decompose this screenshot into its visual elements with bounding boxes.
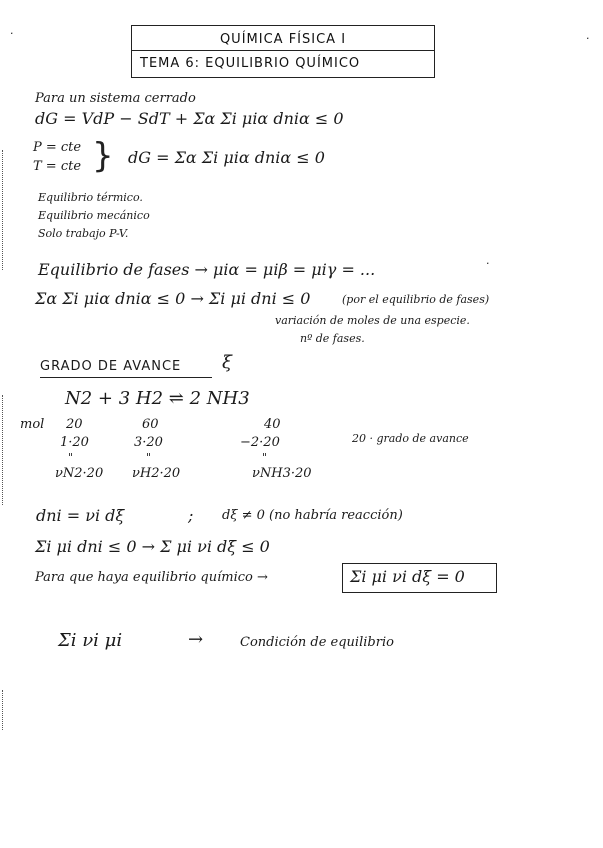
title-divider	[131, 50, 435, 51]
advance-h2: 3·20	[134, 435, 163, 450]
mechanical-equilibrium: Equilibrio mecánico	[38, 209, 150, 222]
mol-h2: 60	[142, 417, 159, 432]
phases-count-note: nº de fases.	[300, 332, 365, 345]
intro-label: Para un sistema cerrado	[35, 91, 196, 106]
sum-equation: Σi μi dni ≤ 0 → Σ μi νi dξ ≤ 0	[35, 537, 270, 556]
phase-sum-equation: Σα Σi μiα dniα ≤ 0 → Σi μi dni ≤ 0	[35, 289, 311, 308]
stoich-h2: νH2·20	[132, 466, 181, 481]
topic-title: TEMA 6: EQUILIBRIO QUÍMICO	[140, 56, 361, 71]
mol-n2: 20	[66, 417, 83, 432]
equilibrium-condition: Condición de equilibrio	[240, 635, 394, 650]
margin-line	[2, 690, 3, 730]
ditto-mark: "	[262, 451, 268, 464]
separator: ;	[188, 506, 194, 525]
mol-label: mol	[20, 417, 45, 432]
xi-symbol: ξ	[222, 352, 232, 373]
dn-equation: dni = νi dξ	[36, 506, 125, 525]
margin-dot: .	[586, 29, 590, 42]
thermal-equilibrium: Equilibrio térmico.	[38, 191, 143, 204]
final-equation: Σi νi μi	[58, 630, 123, 651]
course-title: QUÍMICA FÍSICA I	[219, 32, 347, 47]
dxi-condition: dξ ≠ 0 (no habría reacción)	[222, 508, 403, 523]
heading-underline	[40, 377, 212, 378]
margin-dot: .	[486, 254, 490, 267]
condition-pressure: P = cte	[33, 140, 82, 155]
stoich-nh3: νNH3·20	[252, 466, 312, 481]
gibbs-equation: dG = VdP − SdT + Σα Σi μiα dniα ≤ 0	[35, 109, 344, 128]
ditto-mark: "	[146, 451, 152, 464]
mol-nh3: 40	[264, 417, 281, 432]
margin-line	[2, 395, 3, 505]
phase-equilibrium: Equilibrio de fases → μiα = μiβ = μiγ = ...	[38, 260, 376, 279]
equilibrium-label: Para que haya equilibrio químico →	[35, 570, 268, 585]
advance-heading: GRADO DE AVANCE	[40, 359, 182, 374]
phase-note: (por el equilibrio de fases)	[342, 293, 490, 306]
equilibrium-equation: Σi μi νi dξ = 0	[350, 567, 465, 586]
arrow-icon: →	[188, 629, 204, 650]
margin-line	[2, 150, 3, 270]
advance-n2: 1·20	[60, 435, 89, 450]
ditto-mark: "	[68, 451, 74, 464]
stoich-n2: νN2·20	[55, 466, 104, 481]
reaction-equation: N2 + 3 H2 ⇌ 2 NH3	[65, 388, 250, 409]
advance-note: 20 · grado de avance	[352, 432, 469, 445]
gibbs-equation-simplified: dG = Σα Σi μiα dniα ≤ 0	[128, 148, 325, 167]
brace-icon: }	[92, 136, 114, 176]
moles-note: variación de moles de una especie.	[275, 314, 470, 327]
advance-nh3: −2·20	[240, 435, 280, 450]
margin-dot: ·	[10, 27, 14, 40]
pv-work-note: Solo trabajo P-V.	[38, 227, 129, 240]
condition-temperature: T = cte	[33, 159, 82, 174]
